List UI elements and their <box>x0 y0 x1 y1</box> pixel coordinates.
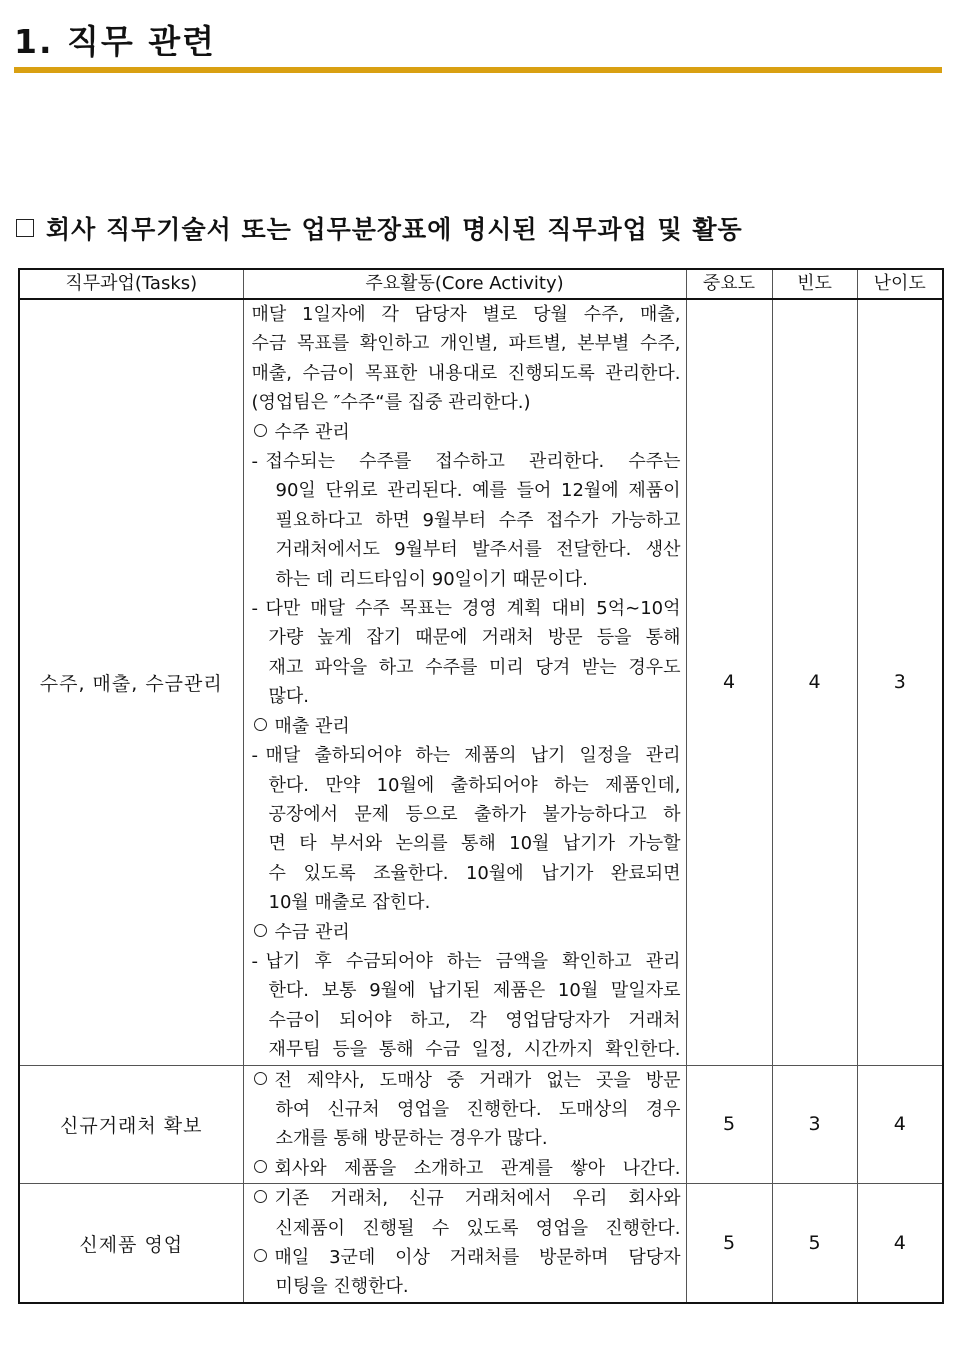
subheading-text: 수금 관리 <box>274 921 350 943</box>
task-name: 신규거래처 확보 <box>19 1065 243 1184</box>
activity-line: 신제품이 진행될 수 있도록 영업을 진행한다. <box>275 1217 681 1239</box>
frequency-value: 5 <box>772 1184 857 1303</box>
activity-line <box>252 947 681 976</box>
activity-line <box>252 1243 681 1272</box>
checkbox-icon <box>16 219 34 237</box>
activity-line: 거래처에서도 9월부터 발주서를 전달한다. 생산 <box>275 539 681 561</box>
subheading-text: 매출 관리 <box>274 715 350 737</box>
difficulty-value: 4 <box>857 1184 943 1303</box>
circle-bullet-icon <box>254 1190 267 1203</box>
activity-subheading <box>252 418 681 447</box>
activity-line-text: 매달 출하되어야 하는 제품의 납기 일정을 관리 <box>265 745 681 767</box>
circle-bullet-icon <box>254 718 267 731</box>
activity-line: 면 타 부서와 논의를 통해 10월 납기가 가능할 <box>268 833 681 855</box>
activity-line-text: 매일 3군데 이상 거래처를 방문하며 담당자 <box>274 1247 681 1268</box>
circle-bullet-icon <box>254 924 267 937</box>
table-row <box>19 1065 943 1184</box>
section-heading-text: 회사 직무기술서 또는 업무분장표에 명시된 직무과업 및 활동 <box>46 215 743 244</box>
circle-bullet-icon <box>254 424 267 437</box>
difficulty-value: 3 <box>857 299 943 1065</box>
circle-bullet-icon <box>254 1160 267 1173</box>
activity-line <box>252 1066 681 1095</box>
activity-line: 한다. 만약 10월에 출하되어야 하는 제품인데, <box>268 774 681 796</box>
activity-line: 가량 높게 잡기 때문에 거래처 방문 등을 통해 <box>268 627 681 649</box>
activity-line <box>252 447 681 476</box>
dash-bullet: - <box>251 598 258 620</box>
dash-bullet: - <box>251 745 258 767</box>
activity-line: 재고 파악을 하고 수주를 미리 당겨 받는 경우도 <box>268 656 681 678</box>
activity-line: 매출, 수금이 목표한 내용대로 진행되도록 관리한다. <box>251 362 681 384</box>
importance-value: 5 <box>686 1184 772 1303</box>
activity-line: 한다. 보통 9월에 납기된 제품은 10월 말일자로 <box>268 980 681 1002</box>
circle-bullet-icon <box>254 1249 267 1262</box>
activity-line: 미팅을 진행한다. <box>275 1276 409 1298</box>
importance-value: 5 <box>686 1065 772 1184</box>
duty-table <box>18 268 944 1304</box>
activity-line: 하여 신규처 영업을 진행한다. 도매상의 경우 <box>275 1098 681 1120</box>
activity-cell <box>243 1184 686 1303</box>
table-row <box>19 1184 943 1303</box>
activity-line: 10월 매출로 잡힌다. <box>268 892 431 914</box>
title-underline <box>14 67 942 73</box>
activity-line-text: 접수되는 수주를 접수하고 관리한다. 수주는 <box>265 451 681 473</box>
activity-cell <box>243 299 686 1065</box>
frequency-value: 3 <box>772 1065 857 1184</box>
table-row <box>19 299 943 1065</box>
header-activity: 주요활동(Core Activity) <box>243 269 686 299</box>
activity-subheading <box>252 712 681 741</box>
activity-line <box>252 1184 681 1213</box>
activity-subheading <box>252 918 681 947</box>
activity-line: 공장에서 문제 등으로 출하가 불가능하다고 하 <box>268 803 681 825</box>
activity-line: 90일 단위로 관리된다. 예를 들어 12월에 제품이 <box>275 480 681 502</box>
activity-line: 하는 데 리드타임이 90일이기 때문이다. <box>275 568 588 590</box>
header-frequency: 빈도 <box>772 269 857 299</box>
activity-line: 많다. <box>268 686 309 708</box>
section-heading <box>16 210 743 250</box>
header-importance: 중요도 <box>686 269 772 299</box>
activity-line: 수금 목표를 확인하고 개인별, 파트별, 본부별 수주, <box>251 333 681 355</box>
activity-line: 수 있도록 조율한다. 10월에 납기가 완료되면 <box>268 862 681 884</box>
activity-line-text: 회사와 제품을 소개하고 관계를 쌓아 나간다. <box>274 1157 681 1179</box>
activity-line <box>252 1154 681 1183</box>
header-row <box>19 269 943 299</box>
activity-cell <box>243 1065 686 1184</box>
activity-line: (영업팀은 ″수주“를 집중 관리한다.) <box>251 392 531 414</box>
activity-line: 소개를 통해 방문하는 경우가 많다. <box>275 1128 548 1150</box>
activity-line-text: 납기 후 수금되어야 하는 금액을 확인하고 관리 <box>265 950 681 972</box>
task-name: 수주, 매출, 수금관리 <box>19 299 243 1065</box>
subheading-text: 수주 관리 <box>274 421 350 443</box>
page-title: 1. 직무 관련 <box>14 22 216 61</box>
header-difficulty: 난이도 <box>857 269 943 299</box>
task-name: 신제품 영업 <box>19 1184 243 1303</box>
activity-line: 수금이 되어야 하고, 각 영업담당자가 거래처 <box>268 1009 681 1031</box>
header-task: 직무과업(Tasks) <box>19 269 243 299</box>
importance-value: 4 <box>686 299 772 1065</box>
dash-bullet: - <box>251 451 258 473</box>
activity-line <box>252 594 681 623</box>
activity-line-text: 전 제약사, 도매상 중 거래가 없는 곳을 방문 <box>274 1069 681 1091</box>
activity-line <box>252 741 681 770</box>
activity-line-text: 기존 거래처, 신규 거래처에서 우리 회사와 <box>274 1188 681 1210</box>
frequency-value: 4 <box>772 299 857 1065</box>
difficulty-value: 4 <box>857 1065 943 1184</box>
activity-line-text: 다만 매달 수주 목표는 경영 계획 대비 5억∼10억 <box>265 598 681 620</box>
dash-bullet: - <box>251 950 258 972</box>
activity-line: 매달 1일자에 각 담당자 별로 당월 수주, 매출, <box>251 304 681 325</box>
activity-line: 재무팀 등을 통해 수금 일정, 시간까지 확인한다. <box>268 1039 681 1061</box>
circle-bullet-icon <box>254 1072 267 1085</box>
activity-line: 필요하다고 하면 9월부터 수주 접수가 가능하고 <box>275 509 681 531</box>
